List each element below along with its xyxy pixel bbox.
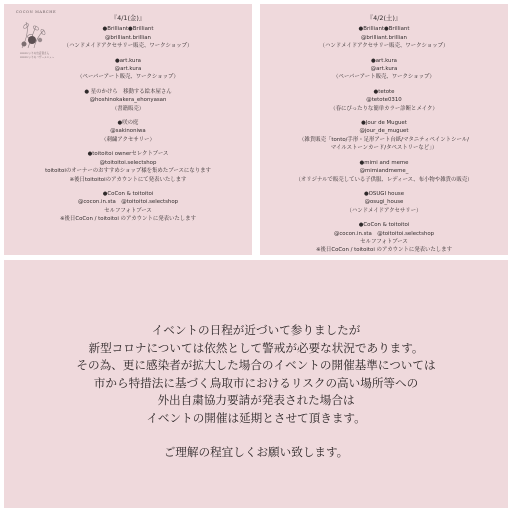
vendor-name: ● 星のかけら 移動する絵本屋さん: [84, 88, 172, 95]
vendor-account: @hoshinokakera_ehonyasan: [89, 97, 167, 104]
vendor-entry: [260, 190, 508, 215]
vendor-name: ●OSUGI house: [363, 190, 405, 197]
vendor-entry: [4, 25, 252, 50]
vendor-description: （春にぴったりな簡単カラー診断とメイク）: [330, 105, 438, 112]
vendor-name: ●Brilliant●Brilliant: [358, 26, 410, 33]
vendor-name: ●toitoitoi ownerセレクトブース: [87, 151, 169, 158]
vendor-entry: [4, 119, 252, 144]
notice-line: 新型コロナについては依然として警戒が必要な状況であります。: [88, 340, 424, 355]
notice-line: 外出自粛協力要請が発表された場合は: [157, 393, 355, 408]
vendor-account: @jour_de_muguet: [359, 128, 409, 135]
vendor-name: ●Jour de Muguet: [361, 120, 407, 127]
vendor-entry: [4, 57, 252, 82]
logo-fine-text-1: cocon いりの出店者さん: [20, 52, 50, 55]
covid-notice-text: [4, 322, 508, 461]
covid-notice-panel: [4, 260, 508, 508]
vendor-description: セルフフォトブース: [360, 238, 408, 245]
vendor-note: ※後日CoCon / toitoitoi のアカウントに発表いたします: [60, 216, 196, 223]
date-heading: 『4/1(金)』: [110, 14, 146, 22]
vendor-description: toitoitoiのオーナーのおすすめショップ様を集めたブースになります: [45, 168, 211, 175]
vendor-name: ●咲の庭: [117, 120, 139, 127]
vendor-description: セルフフォトブース: [104, 207, 152, 214]
vendor-description: （書籍販売）: [111, 105, 145, 112]
vendor-description: （ペーパーアート販売、ワークショップ）: [77, 74, 179, 81]
vendor-description: （雑貨販売「tonto/手形・足形アート台紙/マタニティペイントシール/: [299, 136, 469, 143]
vendor-description: （ペーパーアート販売、ワークショップ）: [333, 74, 435, 81]
vendor-account: @osugi_house: [364, 199, 404, 206]
vendor-account: @sakinoniwa: [110, 128, 146, 135]
notice-line: 市から特措法に基づく鳥取市におけるリスクの高い場所等への: [93, 375, 419, 390]
vendor-entry: [260, 119, 508, 153]
vendor-description: （ハンドメイドアクセサリー販売、ワークショップ）: [319, 43, 449, 50]
vendor-list-day1: [4, 14, 252, 230]
vendor-name: ●CoCon & toitoitoi: [358, 222, 410, 229]
vendor-entry: [4, 88, 252, 113]
logo-name: COCON MARCHE: [15, 10, 57, 14]
vendor-entry: [4, 190, 252, 224]
vendor-account: @brilliant.brillian: [361, 34, 407, 41]
vendor-name: ●art.kura: [371, 57, 397, 64]
vendor-entry: [4, 150, 252, 184]
vendor-entry: [260, 159, 508, 184]
vendor-account: @art.kura: [114, 66, 142, 73]
notice-line: その為、更に感染者が拡大した場合のイベントの開催基準については: [76, 358, 436, 373]
vendor-account: @toitoitoi.selectshop: [99, 159, 157, 166]
vendor-account: @art.kura: [370, 66, 398, 73]
vendor-note: ※後日toitoitoiのアカウントにて発表いたします: [69, 176, 187, 183]
vendor-description: （オリジナルで販売している子供服、レディース、布小物や雑貨の販売）: [295, 176, 473, 183]
vendor-description: （ハンドメイドアクセサリー販売、ワークショップ）: [63, 43, 193, 50]
vendor-entry: [260, 88, 508, 113]
schedule-panel-day2: [260, 4, 508, 255]
vendor-name: ●tetote: [373, 88, 395, 95]
vendor-account: @mimiandmeme_: [359, 168, 409, 175]
notice-closing: ご理解の程宜しくお願い致します。: [163, 444, 349, 459]
vendor-name: ●CoCon & toitoitoi: [102, 190, 154, 197]
vendor-name: ●mimi and meme: [359, 159, 409, 166]
logo-fine-text-2: cocon いりのバザーメニュー: [20, 56, 55, 59]
notice-line: イベントの開催は延期とさせて頂きます。: [146, 410, 366, 425]
date-heading: 『4/2(土)』: [366, 14, 402, 22]
vendor-description: （刺繍アクセサリー）: [101, 136, 155, 143]
vendor-name: ●art.kura: [115, 57, 141, 64]
vendor-entry: [260, 25, 508, 50]
vendor-name: ●Brilliant●Brilliant: [102, 26, 154, 33]
vendor-description-cont: マイルストーンカード/タペストリーなど」）: [330, 145, 438, 152]
vendor-account: @cocon.in.sta @toitoitoi.selectshop: [333, 230, 435, 237]
vendor-list-day2: [260, 14, 508, 261]
vendor-account: @tetote0310: [366, 97, 402, 104]
vendor-note: ※後日CoCon / toitoitoi のアカウントに発表いたします: [316, 247, 452, 254]
vendor-description: （ハンドメイドアクセサリー）: [346, 207, 422, 214]
vendor-account: @brilliant.brillian: [105, 34, 151, 41]
vendor-entry: [260, 221, 508, 255]
vendor-entry: [260, 57, 508, 82]
notice-line: イベントの日程が近づいて参りましたが: [151, 323, 361, 337]
vendor-account: @cocon.in.sta @toitoitoi.selectshop: [77, 199, 179, 206]
schedule-panel-day1: [4, 4, 252, 255]
